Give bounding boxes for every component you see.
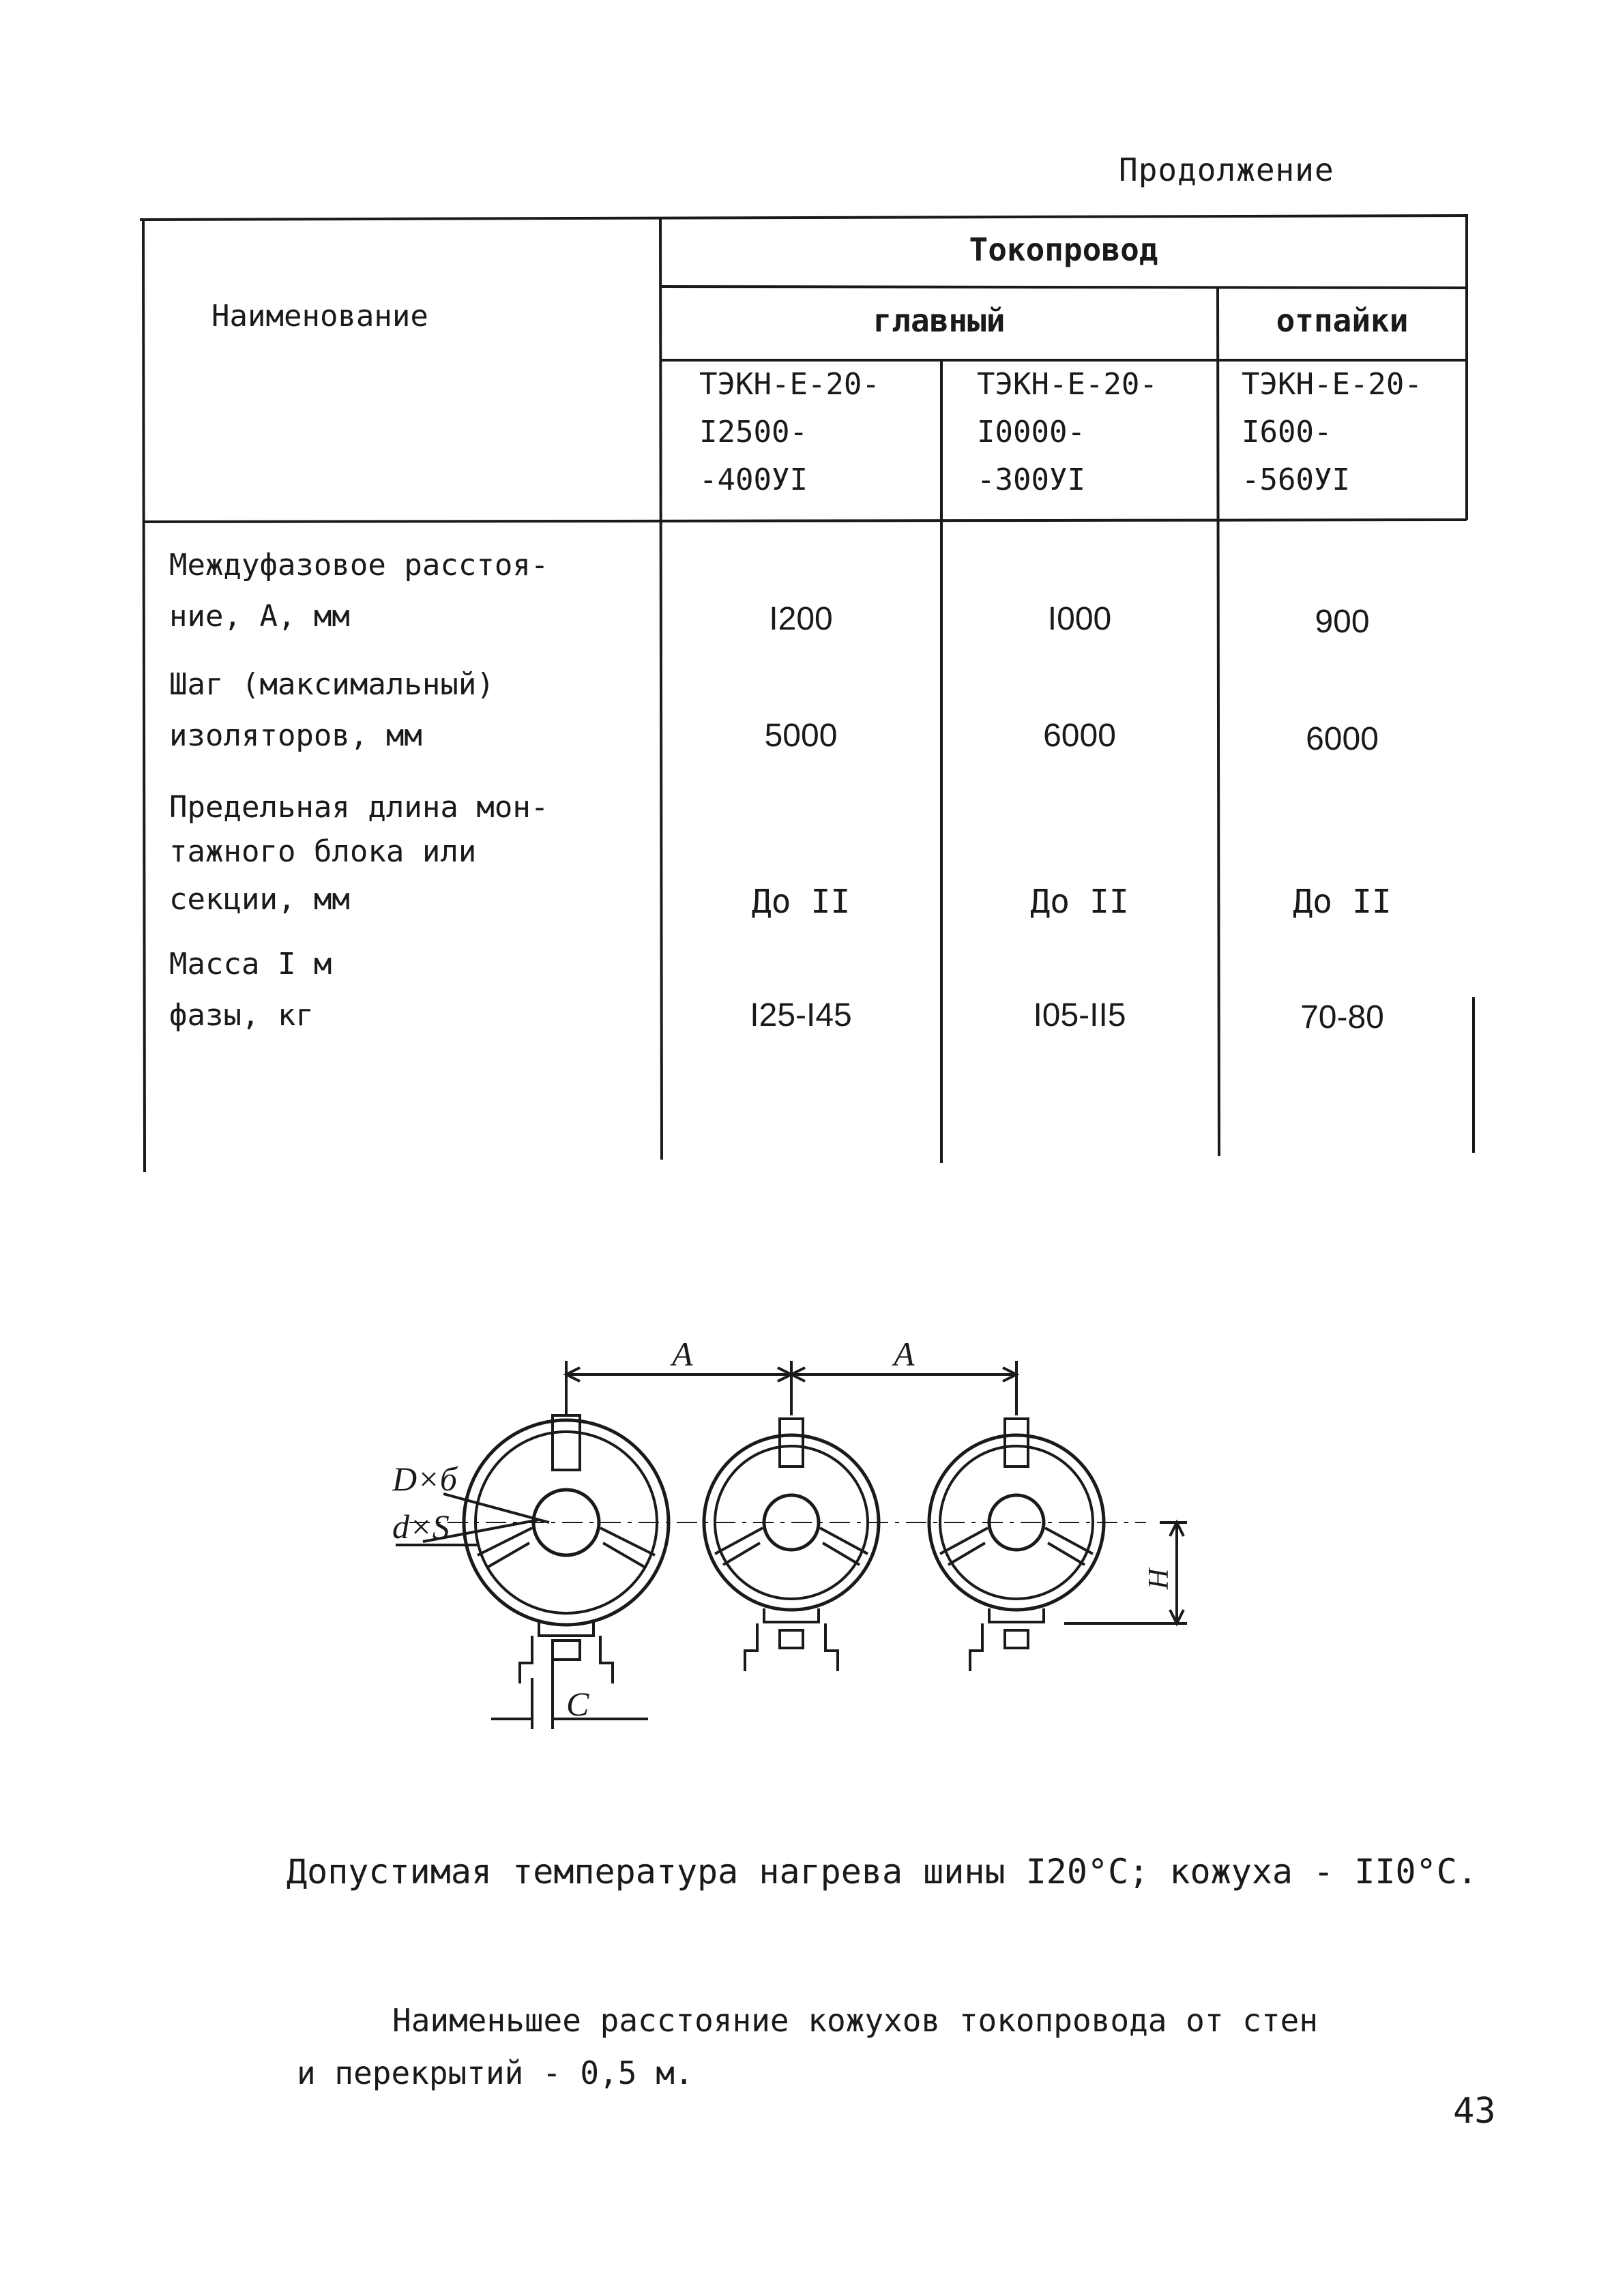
header-name: Наименование [211, 299, 428, 334]
column-3-line-3: -560УI [1242, 462, 1350, 497]
row-1-value-3: 900 [1315, 604, 1370, 640]
label-h: H [1143, 1568, 1175, 1589]
label-c: C [566, 1685, 589, 1723]
column-3-line-1: ТЭКН-Е-20- [1242, 367, 1422, 402]
row-3-label-line-3: секции, мм [169, 882, 350, 917]
row-3-value-2: До II [1030, 883, 1129, 921]
header-main: главный [873, 302, 1006, 339]
row-2-value-1: 5000 [764, 718, 838, 754]
column-2-line-3: -300УI [977, 462, 1085, 497]
header-branch: отпайки [1276, 302, 1409, 339]
note-distance-line-2: и перекрытий - 0,5 м. [297, 2055, 694, 2091]
column-1-line-3: -400УI [699, 462, 808, 497]
row-3-label-line-2: тажного блока или [169, 834, 477, 869]
row-3-value-3: До II [1293, 883, 1392, 921]
row-4-value-3: 70-80 [1300, 999, 1384, 1035]
continuation-label: Продолжение [1119, 151, 1334, 188]
page-number: 43 [1453, 2091, 1496, 2132]
column-3-line-2: I600- [1242, 415, 1332, 450]
row-2-value-2: 6000 [1043, 718, 1116, 754]
column-1-line-1: ТЭКН-Е-20- [699, 367, 880, 402]
row-1-label-line-2: ние, А, мм [169, 599, 350, 634]
label-a-right: A [894, 1335, 915, 1373]
busbar-cross-section-drawing [0, 1296, 1612, 1773]
row-2-label-line-2: изоляторов, мм [169, 718, 422, 753]
note-temperature: Допустимая температура нагрева шины I20°С; кожуха - II0°С. [287, 1852, 1478, 1892]
row-3-label-line-1: Предельная длина мон- [169, 790, 549, 825]
header-group: Токопровод [969, 231, 1158, 268]
row-4-value-2: I05-II5 [1033, 997, 1126, 1033]
row-1-value-2: I000 [1047, 601, 1112, 637]
column-1-line-2: I2500- [699, 415, 808, 450]
row-2-value-3: 6000 [1306, 721, 1379, 757]
label-a-left: A [672, 1335, 693, 1373]
row-3-value-1: До II [751, 883, 851, 921]
column-2-line-1: ТЭКН-Е-20- [977, 367, 1158, 402]
row-1-value-1: I200 [769, 601, 833, 637]
label-d-s: d×S [392, 1507, 450, 1546]
label-d-b: D×б [392, 1460, 457, 1498]
note-distance-line-1: Наименьшее расстояние кожухов токопровода от стен [392, 2002, 1319, 2039]
row-2-label-line-1: Шаг (максимальный) [169, 667, 495, 702]
row-4-label-line-2: фазы, кг [169, 998, 314, 1033]
row-1-label-line-1: Междуфазовое расстоя- [169, 548, 549, 583]
column-2-line-2: I0000- [977, 415, 1085, 450]
row-4-label-line-1: Масса I м [169, 947, 332, 982]
row-4-value-1: I25-I45 [750, 997, 852, 1033]
